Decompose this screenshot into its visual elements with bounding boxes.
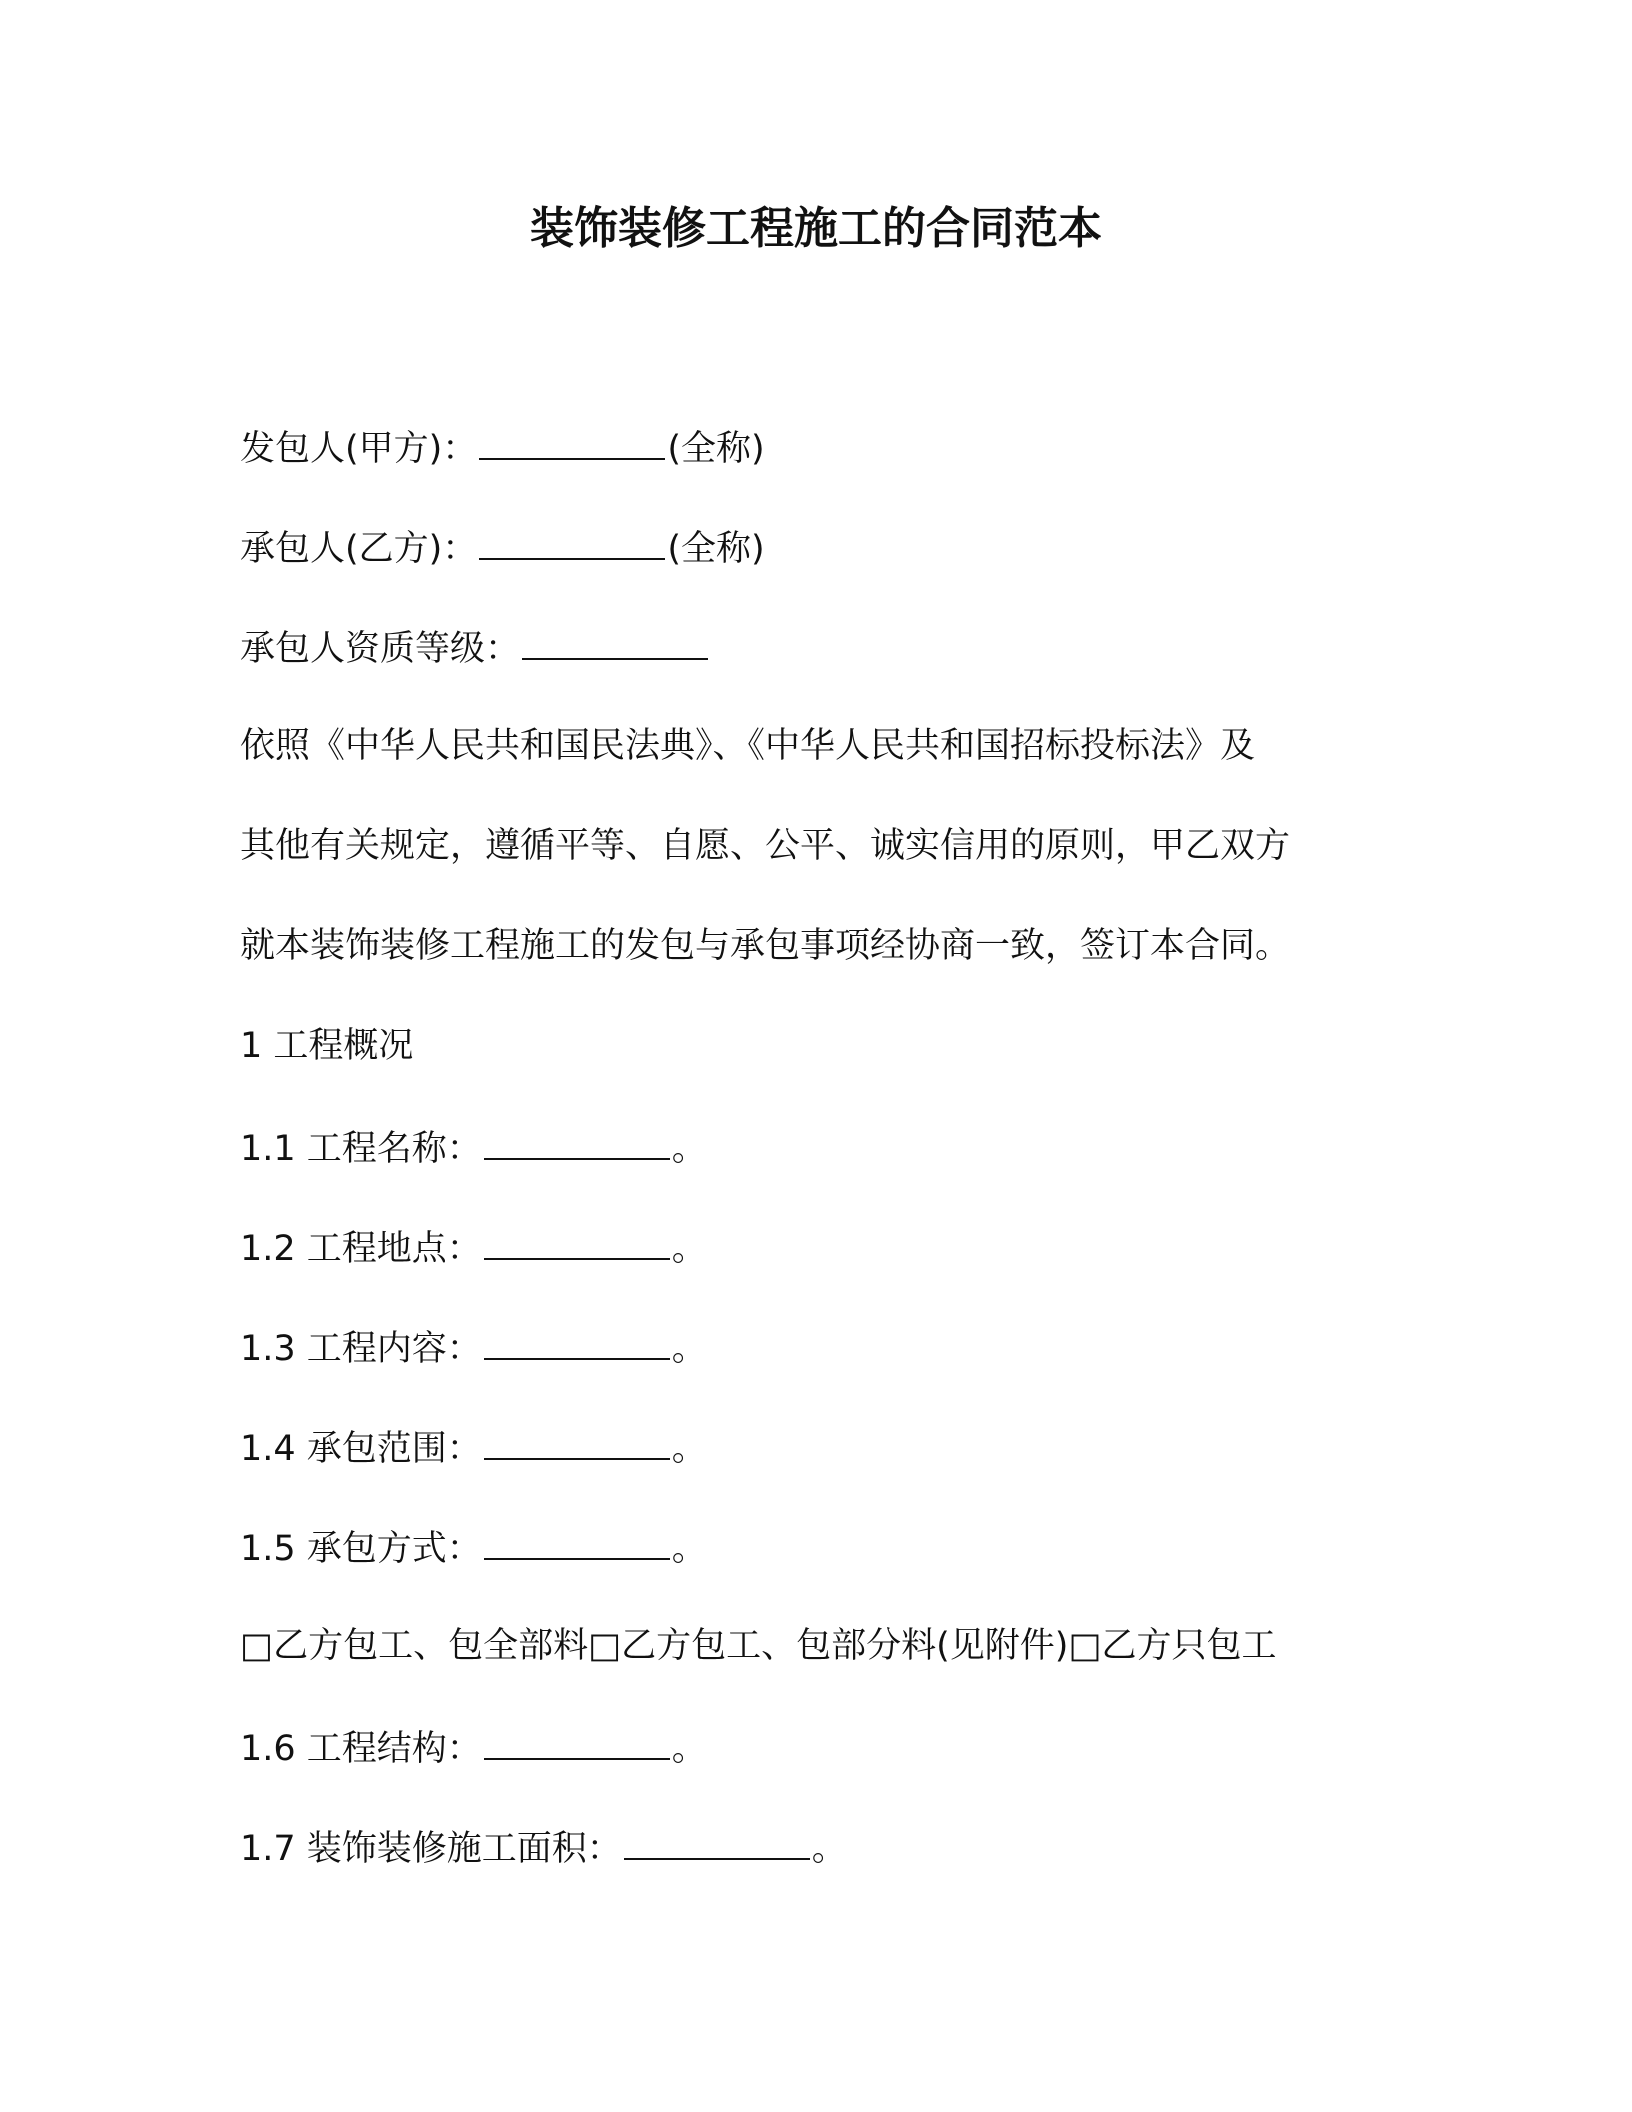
item-1-2: [240, 1224, 707, 1271]
item-label: 1.2 工程地点：: [240, 1229, 482, 1269]
party-a-blank[interactable]: [479, 424, 665, 460]
item-blank[interactable]: [484, 1524, 670, 1560]
preamble-line-2: 其他有关规定，遵循平等、自愿、公平、诚实信用的原则，甲乙双方: [240, 826, 1291, 866]
party-b-line: [240, 524, 765, 571]
party-a-suffix: (全称): [667, 429, 765, 469]
item-label: 1.7 装饰装修施工面积：: [240, 1829, 622, 1869]
item-1-7: [240, 1824, 847, 1871]
item-1-1: [240, 1124, 707, 1171]
item-end: 。: [671, 1429, 707, 1469]
qualification-label: 承包人资质等级：: [240, 629, 521, 669]
contract-method-options: □乙方包工、包全部料□乙方包工、包部分料(见附件)□乙方只包工: [240, 1626, 1277, 1666]
preamble-line-3: 就本装饰装修工程施工的发包与承包事项经协商一致，签订本合同。: [240, 926, 1291, 966]
item-label: 1.3 工程内容：: [240, 1329, 482, 1369]
item-end: 。: [811, 1829, 847, 1869]
item-end: 。: [671, 1729, 707, 1769]
item-blank[interactable]: [484, 1724, 670, 1760]
qualification-blank[interactable]: [522, 624, 708, 660]
party-a-line: [240, 424, 765, 471]
party-b-suffix: (全称): [667, 529, 765, 569]
item-blank[interactable]: [484, 1224, 670, 1260]
item-end: 。: [671, 1129, 707, 1169]
party-b-blank[interactable]: [479, 524, 665, 560]
party-a-label: 发包人(甲方)：: [240, 429, 478, 469]
item-blank[interactable]: [624, 1824, 810, 1860]
item-1-3: [240, 1324, 707, 1371]
item-label: 1.6 工程结构：: [240, 1729, 482, 1769]
item-label: 1.1 工程名称：: [240, 1129, 482, 1169]
item-blank[interactable]: [484, 1424, 670, 1460]
item-end: 。: [671, 1529, 707, 1569]
item-label: 1.5 承包方式：: [240, 1529, 482, 1569]
document-title: 装饰装修工程施工的合同范本: [530, 203, 1102, 254]
item-label: 1.4 承包范围：: [240, 1429, 482, 1469]
item-blank[interactable]: [484, 1124, 670, 1160]
party-b-label: 承包人(乙方)：: [240, 529, 478, 569]
qualification-line: [240, 624, 710, 671]
item-end: 。: [671, 1229, 707, 1269]
item-end: 。: [671, 1329, 707, 1369]
section-1-heading: 1 工程概况: [240, 1026, 414, 1066]
preamble-line-1: 依照《中华人民共和国民法典》、《中华人民共和国招标投标法》及: [240, 726, 1256, 766]
item-blank[interactable]: [484, 1324, 670, 1360]
item-1-4: [240, 1424, 707, 1471]
item-1-6: [240, 1724, 707, 1771]
item-1-5: [240, 1524, 707, 1571]
